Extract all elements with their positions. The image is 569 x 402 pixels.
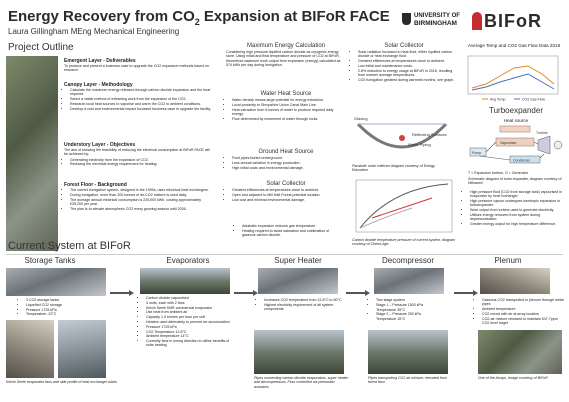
understory-section (64, 142, 214, 167)
tanks-list (20, 298, 100, 317)
list-item: • Pressure 1725 kPa (26, 308, 100, 312)
ground-heat-title: Ground Heat Source (258, 149, 314, 155)
list-item: • The average annual electrical consumption is 220,000 kWh, costing approximately £35,200 per year. (70, 198, 214, 207)
canopy-section (64, 82, 214, 111)
solar-mid-extra (236, 224, 331, 238)
title-sub: 2 (194, 17, 200, 27)
list-item: • Reducing the electrical energy requirement for heating. (70, 162, 214, 166)
list-item: • Kelvin Seele KME commercial evaporator (146, 306, 236, 310)
turbo-diagram (466, 124, 564, 170)
turbo-title: Turboexpander (489, 106, 543, 115)
list-item: • Less annual variation in energy production. (232, 161, 346, 165)
list-item: • 2.8% reduction to energy usage at BIFoR in 2018, resulting from warmer average temperatures. (358, 69, 456, 78)
max-energy-body: Considering high pressure liquified carbon dioxide as cryogenic energy store. Using initial and final temperature and pressure of CO2 at BIFoR, theoretical maximum work output from expansion (exergy) calculated as 574 kWh per day during fumigation. (226, 50, 341, 67)
solar-diagram-caption: Parabolic solar collector diagram courtesy of Energy Education (352, 164, 436, 173)
list-item: • Increases CO2 temperature from 12.8°C to 50°C (264, 298, 342, 302)
turbo-label: Pump (472, 151, 482, 155)
list-item: • Fluid pipes buried underground. (232, 156, 346, 160)
turbo-label: Turbine (536, 131, 548, 135)
list-item: • CO2-air mixture released to maintain 547.7ppm CO2 level target (482, 317, 564, 326)
poster-title (8, 8, 390, 27)
co2-graph (352, 178, 456, 240)
bifor-logo (472, 8, 560, 36)
plenum-photo (480, 268, 550, 294)
list-item: • Two stage system (376, 298, 454, 302)
emergent-body: To produce and present a business case to upgrade the CO2 expansion methods based on research. (64, 64, 210, 73)
generator-icon (554, 141, 562, 149)
stage-evaporators: Evaporators (166, 256, 210, 265)
list-item: • Ambient temperature 14°C (146, 334, 236, 338)
list-item: • Low initial and maintenance costs. (358, 64, 456, 68)
turbo-label: Condenser (513, 158, 531, 163)
outline-heading: Project Outline (8, 42, 74, 53)
uob-line1: UNIVERSITY OF (414, 13, 460, 19)
water-heat-section (226, 90, 346, 121)
pipes-photo (254, 330, 344, 374)
bifor-wordmark: BIFoR (484, 11, 542, 31)
super-caption: Pipes connecting carbon dioxide evaporators, super heater and decompressors. Flow controlled via pneumatic actuators (254, 376, 348, 389)
solar-right-section (352, 42, 456, 83)
ground-heat-section (226, 148, 346, 170)
list-item: • Heat extraction from 6 tonnes of water to produce required daily energy. (232, 108, 346, 117)
evaporators-photo (140, 268, 230, 294)
avg-temp-chart (464, 54, 562, 104)
solar-mid-title: Solar Collector (266, 181, 306, 187)
list-item: • The current fumigation system, designed in the 1990s, uses electrical heat exchangers. (70, 188, 214, 192)
list-item: • Temperature -22°C (26, 312, 100, 316)
solar-collector-diagram (352, 112, 452, 162)
list-item: • Greater energy output for high temperature difference. (470, 222, 564, 226)
list-item: • Develop a cost and environmental impact focussed business case to upgrade the facility. (70, 107, 214, 111)
list-item: • Gaseous CO2 transported to plenum through metal pipes (482, 298, 564, 307)
array-photo (478, 330, 562, 374)
title-text: Energy Recovery from CO (8, 8, 195, 25)
list-item: • CO2 Temperature 12.8°C (146, 330, 236, 334)
bifor-tree-icon (472, 12, 482, 30)
list-item: • Low cost and minimal environmental damage. (232, 198, 346, 202)
list-item: • Capacity 1.5 tonnes per hour per unit (146, 315, 236, 319)
canopy-title: Canopy Layer - Methodology (64, 82, 133, 88)
title-text-2: Expansion at BIFoR FACE (199, 8, 390, 25)
author: Laura Gillingham MEng Mechanical Engineering (8, 27, 180, 36)
elevated-pipes-photo (368, 330, 448, 374)
list-item: Temperature 15°C (376, 317, 406, 322)
uob-logo (402, 11, 466, 35)
divider (6, 254, 563, 255)
plenum-caption: One of the Arrays. Image courtesy of BIFoR (478, 376, 548, 380)
emergent-title: Emergent Layer - Deliverables (64, 58, 136, 64)
solar-mid-section (226, 180, 346, 202)
list-item: Temperature 35°C (376, 307, 406, 312)
list-item: • Flow determined by movement of water through locks. (232, 117, 346, 121)
list-item: • Currently fans in wrong direction to utilise benefits of solar heating (146, 339, 236, 348)
decompressor-photo (374, 268, 444, 294)
legend-label: CO2 Gas Flow (522, 97, 545, 102)
list-item: • Stage 1 – Pressure 1500 kPa (376, 303, 454, 307)
flow-arrow (110, 292, 132, 294)
list-item: • 3 CO2 storage tanks (26, 298, 100, 302)
list-item: • Utilises energy removed from system during depressurisation. (470, 213, 564, 222)
forest-section (64, 182, 214, 211)
flow-arrow (234, 292, 256, 294)
super-list (258, 298, 342, 312)
list-item: • Highest electricity requirement of all system components (264, 303, 342, 312)
list-item: • High pressure fluid (CO2 from storage tank) vapourised in evaporator by heat exchanger. (470, 190, 564, 199)
list-item: • During fumigation, more than 200 tonnes of air-CO2 mixture is used daily. (70, 193, 214, 197)
diagram-label: Glazing (354, 116, 368, 121)
stage-super-heater: Super Heater (274, 256, 322, 265)
forest-photo (6, 56, 58, 251)
list-item: • Select a viable method of extracting work from the expansion of the CO2. (70, 97, 214, 101)
list-item: • Research local heat sources to vaporise and warm the CO2 to ambient conditions. (70, 102, 214, 106)
list-item: • Stage 2 – Pressure 250 kPa (376, 312, 454, 316)
list-item: • CO2 fumigation greatest during warmest months, see graph. (358, 78, 456, 82)
graph-caption: Carbon dioxide temperature pressure of current system, diagram courtesy of ChemLogic (352, 238, 456, 247)
list-item: • CO2 mixed with air at array location (482, 312, 564, 316)
stage-storage-tanks: Storage Tanks (24, 256, 76, 265)
list-item: • Adiabatic expansion reduces gas temperature. (242, 224, 331, 228)
decomp-caption: Pipes transporting CO2 air mixture, elevated from forest floor (368, 376, 447, 385)
uob-crest-icon (402, 13, 411, 25)
list-item: • Local proximity to Shropshire Union Canal Main Line. (232, 103, 346, 107)
list-item: • Ambient temperature (482, 307, 564, 311)
list-item: • Heating required to avoid saturation and sublimation of gaseous carbon dioxide. (242, 229, 331, 238)
max-energy-section (226, 42, 346, 68)
turbo-label: Vapouriser (500, 141, 517, 145)
diagram-label: Reflecting Surfaces (412, 132, 447, 137)
emergent-section (64, 58, 214, 74)
understory-title: Understory Layer - Objectives (64, 142, 136, 148)
list-item: • High initial costs and environmental damage. (232, 166, 346, 170)
graph-frame (356, 180, 452, 232)
turbo-subtitle: Heat source (503, 118, 529, 123)
super-heater-photo (258, 268, 338, 294)
stage-plenum: Plenum (494, 256, 522, 265)
turbo-caption: Schematic diagram of turbo-expander, diagram courtesy of Wikiword (468, 177, 562, 186)
list-item: • Carbon dioxide vapourised (146, 296, 236, 300)
stage-decompressor: Decompressor (381, 256, 434, 265)
turbine-shape (538, 136, 550, 154)
evaporator-fans-photo (6, 320, 54, 378)
list-item: • Open and adjacent to Mill Haft Forest potential location. (232, 193, 346, 197)
list-item: • Greatest efficiencies at temperatures close to ambient. (358, 59, 456, 63)
turbo-legend: T = Expansion turbine, G = Generator (468, 171, 529, 175)
flow-arrow (346, 292, 368, 294)
list-item: • 4 units, each with 2 fans (146, 301, 236, 305)
evap-list (140, 296, 236, 348)
list-item: • Heaters used alternately to prevent ice accumulation (146, 320, 236, 324)
water-heat-title: Water Heat Source (260, 91, 312, 97)
list-item: • Generating electricity from the expansion of CO2. (70, 158, 214, 162)
max-energy-title: Maximum Energy Calculation (246, 43, 326, 49)
current-heading: Current System at BIFoR (8, 240, 131, 252)
pipe-icon (399, 135, 405, 141)
plenum-list (476, 298, 564, 326)
tanks-caption: Kelvin Seele evaporator fans and side profile of heat exchanger tubes (6, 380, 117, 384)
list-item: • Calculate the maximum energy released through carbon dioxide expansion and the heat required. (70, 88, 214, 97)
heat-source-box (500, 126, 530, 132)
list-item: • The plan is to elevate atmospheric CO2 every growing season until 2026. (70, 207, 214, 211)
flow-arrow (454, 292, 476, 294)
diagram-label: Water Piping (408, 142, 431, 147)
list-item: • Liquefied CO2 storage (26, 303, 100, 307)
list-item: • Greatest efficiencies at temperatures close to ambient. (232, 188, 346, 192)
list-item: • Solar radiation focussed to heat fluid, either liquified carbon dioxide or heat exchange fluid. (358, 50, 456, 59)
list-item: • High pressure vapour undergoes isentropic expansion in turboexpander. (470, 199, 564, 208)
legend-label: Avg Temp (490, 97, 506, 102)
solar-right-title: Solar Collector (384, 43, 424, 49)
uob-line2: BIRMINGHAM (414, 20, 457, 27)
list-item: • Use heat from ambient air (146, 310, 236, 314)
decomp-list (370, 298, 454, 322)
forest-title: Forest Floor - Background (64, 182, 127, 188)
list-item: • Pressure 1725 kPa (146, 325, 236, 329)
understory-body: The aim of showing the feasibility of reducing the electrical consumption at BIFoR FACE will be achieved by: (64, 148, 210, 157)
heat-exchanger-photo (58, 320, 106, 378)
storage-tanks-photo (6, 268, 106, 296)
avg-temp-title: Average Temp and CO2 Gas Flow Data 2018 (467, 43, 561, 48)
list-item: • Water density means large potential for energy extraction. (232, 98, 346, 102)
list-item: • Work output from turbine used to generate electricity. (470, 208, 564, 212)
turbo-list (464, 190, 564, 227)
